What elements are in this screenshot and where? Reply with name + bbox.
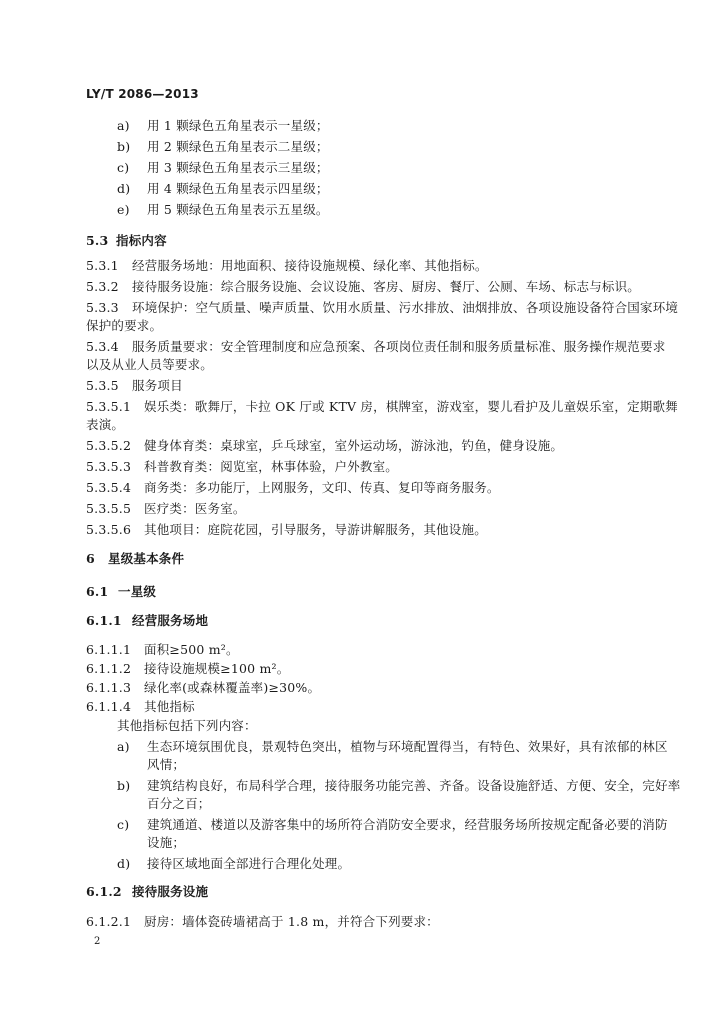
list-item: d) 用 4 颗绿色五角星表示四星级； [117,181,329,196]
clause-5-3-2: 5.3.2 接待服务设施：综合服务设施、会议设施、客房、厨房、餐厅、公厕、车场、标志与标识。 [86,279,641,294]
clause-5-3-5-6: 5.3.5.6 其他项目：庭院花园，引导服务，导游讲解服务，其他设施。 [86,522,487,537]
clause-5-3-5: 5.3.5 服务项目 [86,378,183,393]
clause-5-3-5-5: 5.3.5.5 医疗类：医务室。 [86,501,246,516]
section-heading-6-1-2: 6.1.2 接待服务设施 [86,884,209,899]
clause-6-1-1-4: 6.1.1.4 其他指标 [86,699,195,714]
clause-6-1-1-1: 6.1.1.1 面积≥500 m²。 [86,642,239,657]
clause-6-1-2-1: 6.1.2.1 厨房：墙体瓷砖墙裙高于 1.8 m，并符合下列要求： [86,914,439,929]
list-item-cont: 风情； [147,757,186,772]
section-heading-6: 6 星级基本条件 [86,551,185,566]
clause-5-3-5-4: 5.3.5.4 商务类：多功能厅，上网服务，文印、传真、复印等商务服务。 [86,480,500,495]
list-item: e) 用 5 颗绿色五角星表示五星级。 [117,202,329,217]
list-item: c) 建筑通道、楼道以及游客集中的场所符合消防安全要求，经营服务场所按规定配备必要的消防 [117,817,668,832]
list-item: d) 接待区域地面全部进行合理化处理。 [117,856,351,871]
list-item-cont: 百分之百； [147,796,211,811]
clause-5-3-1: 5.3.1 经营服务场地：用地面积、接待设施规模、绿化率、其他指标。 [86,258,488,273]
clause-5-3-5-3: 5.3.5.3 科普教育类：阅览室，林事体验，户外教室。 [86,459,399,474]
clause-5-3-3: 5.3.3 环境保护：空气质量、噪声质量、饮用水质量、污水排放、油烟排放、各项设施设备符合国家环境 [86,300,679,315]
list-item: b) 建筑结构良好，布局科学合理，接待服务功能完善、齐备。设备设施舒适、方便、安全，完好率 [117,778,681,793]
page-number: 2 [94,936,101,947]
clause-6-1-1-3: 6.1.1.3 绿化率(或森林覆盖率)≥30%。 [86,680,321,695]
clause-5-3-4: 5.3.4 服务质量要求：安全管理制度和应急预案、各项岗位责任制和服务质量标准、服务操作规范要求 [86,339,666,354]
list-item: a) 用 1 颗绿色五角星表示一星级； [117,118,329,133]
list-item: b) 用 2 颗绿色五角星表示二星级； [117,139,329,154]
clause-5-3-5-2: 5.3.5.2 健身体育类：桌球室，乒乓球室，室外运动场，游泳池，钓鱼，健身设施。 [86,438,564,453]
section-heading-6-1-1: 6.1.1 经营服务场地 [86,613,209,628]
clause-5-3-3-cont: 保护的要求。 [86,318,163,333]
section-heading-6-1: 6.1 一星级 [86,584,157,599]
clause-5-3-4-cont: 以及从业人员等要求。 [86,357,214,372]
clause-6-1-1-2: 6.1.1.2 接待设施规模≥100 m²。 [86,661,290,676]
list-item: a) 生态环境氛围优良，景观特色突出，植物与环境配置得当，有特色、效果好，具有浓郁的林区 [117,739,668,754]
list-item: c) 用 3 颗绿色五角星表示三星级； [117,160,329,175]
clause-6-1-1-4-intro: 其他指标包括下列内容： [117,718,257,733]
standard-code-header: LY/T 2086—2013 [86,87,199,101]
clause-5-3-5-1: 5.3.5.1 娱乐类：歌舞厅，卡拉 OK 厅或 KTV 房，棋牌室，游戏室，婴儿看护及儿童娱乐室，定期歌舞 [86,399,678,414]
list-item-cont: 设施； [147,835,186,850]
clause-5-3-5-1-cont: 表演。 [86,417,125,432]
section-heading-5-3: 5.3 指标内容 [86,233,167,248]
